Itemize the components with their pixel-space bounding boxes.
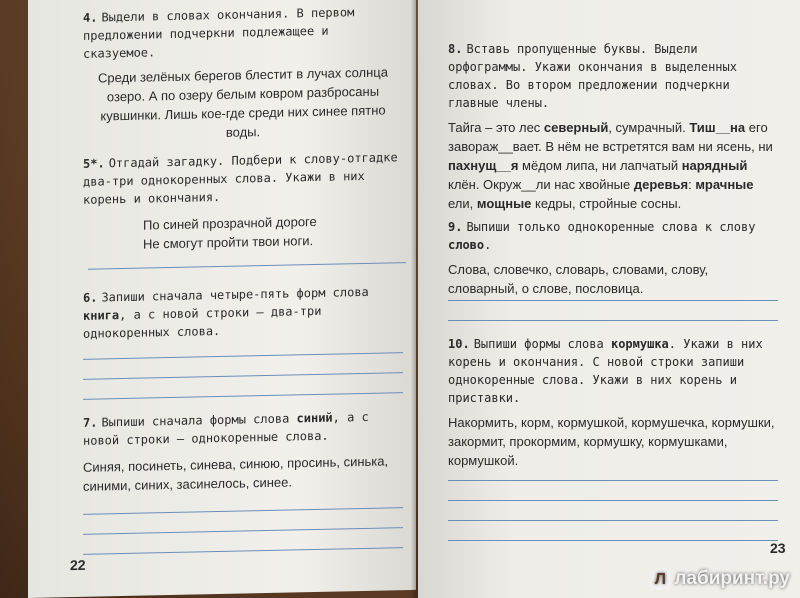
answer-line bbox=[83, 372, 403, 380]
task-instruction-end: . Укажи в них корень и окончания. С новой строки запиши однокоренные слова. Укажи в них корень и приставки. bbox=[448, 337, 763, 405]
task-instruction-end: . bbox=[484, 238, 492, 252]
watermark-text: лабиринт.ру bbox=[674, 568, 790, 589]
task-7 bbox=[83, 407, 403, 496]
text-part: : bbox=[688, 177, 696, 192]
task-words: Слова, словечко, словарь, словами, слову, словарный, о слове, пословица. bbox=[448, 262, 709, 296]
text-part: , сумрачный. bbox=[608, 120, 690, 135]
answer-line bbox=[448, 540, 778, 541]
key-word: слово bbox=[448, 238, 485, 252]
task-number: 6. bbox=[83, 290, 98, 305]
bold-word: Тиш__на bbox=[689, 120, 746, 135]
task-number: 5*. bbox=[83, 156, 105, 171]
bold-word: пахнущ__я bbox=[448, 158, 519, 173]
answer-line bbox=[83, 392, 403, 400]
task-instruction: Вставь пропущенные буквы. Выдели орфограммы. Укажи окончания в выделенных словах. Во втором предложении подчеркни главные члены. bbox=[448, 42, 737, 110]
task-instruction: Отгадай загадку. Подбери к слову-отгадке два-три однокоренных слова. Укажи в них корень и окончания. bbox=[83, 150, 398, 207]
task-number: 4. bbox=[83, 10, 98, 25]
watermark bbox=[650, 568, 790, 590]
task-number: 10. bbox=[448, 337, 470, 351]
task-instruction: Запиши сначала четыре-пять форм слова bbox=[101, 284, 369, 305]
answer-line bbox=[448, 500, 778, 501]
answer-line bbox=[83, 352, 403, 360]
task-6 bbox=[83, 282, 403, 343]
answer-line bbox=[448, 300, 778, 301]
riddle-line-2: Не смогут пройти твои ноги. bbox=[143, 233, 314, 252]
key-word: книга bbox=[83, 308, 120, 323]
task-5 bbox=[83, 148, 403, 255]
answer-line bbox=[448, 320, 778, 321]
right-page bbox=[418, 0, 800, 598]
task-instruction: Выдели в словах окончания. В первом предложении подчеркни подлежащее и сказуемое. bbox=[83, 5, 355, 61]
task-text bbox=[448, 118, 778, 213]
text-part: ели, bbox=[448, 196, 477, 211]
answer-line bbox=[448, 480, 778, 481]
answer-line bbox=[83, 547, 403, 555]
task-instruction: Выпиши только однокоренные слова к слову bbox=[466, 220, 756, 234]
task-words: Накормить, корм, кормушкой, кормушечка, кормушки, закормит, прокормим, кормушку, кормушками, кормушкой. bbox=[448, 415, 775, 468]
text-part: клён. Окруж__ли нас хвойные bbox=[448, 177, 634, 192]
bold-word: мощные bbox=[476, 196, 532, 211]
page-number: 22 bbox=[70, 556, 86, 574]
text-part: кедры, стройные сосны. bbox=[531, 196, 682, 211]
task-number: 7. bbox=[83, 415, 98, 430]
bold-word: северный bbox=[543, 120, 609, 135]
key-word: кормушка bbox=[610, 337, 669, 351]
task-text: Среди зелёных берегов блестит в лучах солнца озеро. А по озеру белым ковром разбросаны кувшинки. Лишь кое-где среди них синее пятно воды. bbox=[98, 64, 388, 140]
task-instruction-end: , а с новой строки – однокоренные слова. bbox=[83, 409, 369, 448]
task-number: 9. bbox=[448, 220, 463, 234]
task-instruction: Выпиши формы слова bbox=[473, 337, 604, 351]
watermark-logo-icon: Л bbox=[650, 570, 670, 590]
key-word: синий bbox=[296, 410, 333, 426]
task-number: 8. bbox=[448, 42, 463, 56]
answer-line bbox=[83, 507, 403, 515]
open-workbook bbox=[28, 0, 800, 598]
answer-line bbox=[448, 520, 778, 521]
text-part: Тайга – это лес bbox=[448, 120, 544, 135]
task-instruction-end: , а с новой строки – два-три однокоренных слова. bbox=[83, 303, 322, 341]
task-9 bbox=[448, 218, 778, 298]
page-number: 23 bbox=[770, 540, 786, 556]
answer-line bbox=[88, 262, 406, 270]
task-words: Синяя, посинеть, синева, синюю, просинь, синька, синими, синих, засинелось, синее. bbox=[83, 453, 389, 494]
task-instruction: Выпиши сначала формы слова bbox=[101, 411, 290, 430]
text-part: его заворaж__вает. В нём не встретятся вам ни ясень, ни bbox=[448, 120, 773, 154]
bold-word: мрачные bbox=[695, 177, 754, 192]
bold-word: нарядный bbox=[681, 158, 748, 173]
task-4 bbox=[83, 2, 403, 145]
riddle-line-1: По синей прозрачной дороге bbox=[143, 213, 317, 233]
answer-line bbox=[83, 527, 403, 535]
task-8 bbox=[448, 40, 778, 213]
task-10 bbox=[448, 335, 778, 470]
text-part: мёдом липа, ни лапчатый bbox=[518, 158, 682, 173]
bold-word: деревья bbox=[633, 177, 689, 192]
left-page bbox=[28, 0, 416, 598]
